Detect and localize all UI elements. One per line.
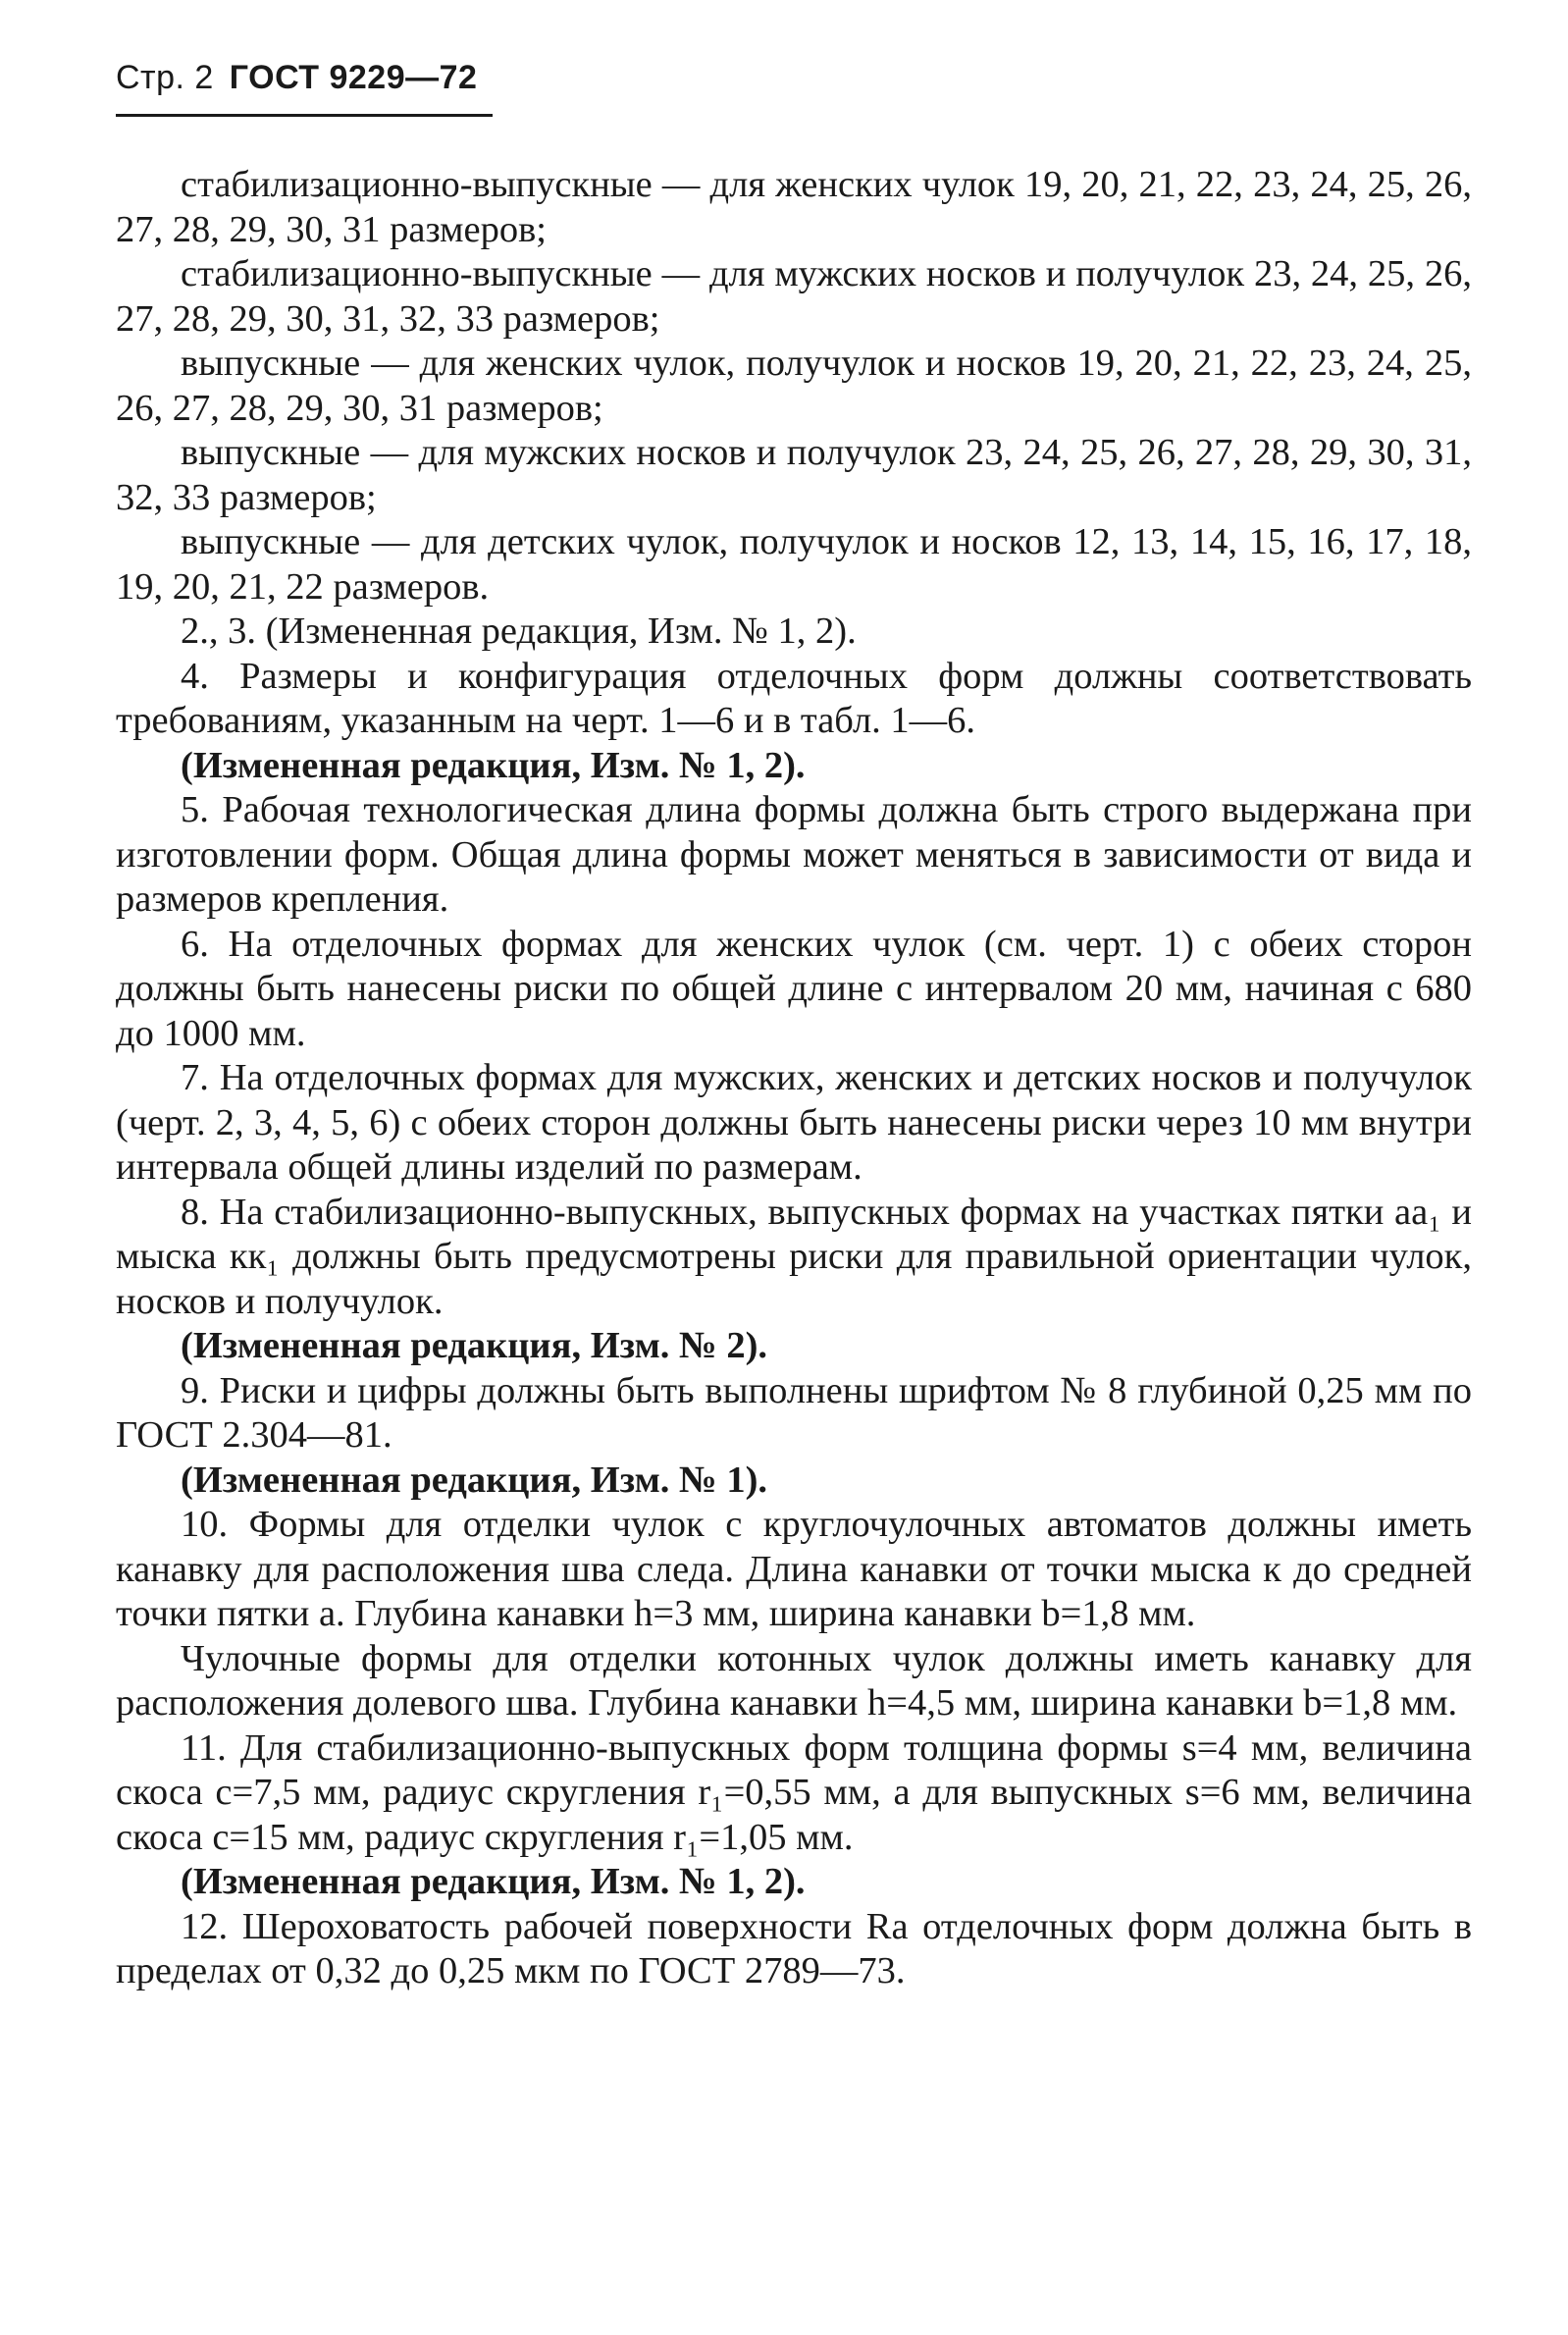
- clause-10: 10. Формы для отделки чулок с круглочулочных автоматов должны иметь канавку для расположения шва следа. Длина канавки от точки мыска к до средней точки пятки а. Глубина канавки h=3 мм, ширина канавки b=1,8 мм.: [116, 1504, 1472, 1634]
- amendment-note: (Измененная редакция, Изм. № 2).: [181, 1325, 768, 1366]
- clause-4: 4. Размеры и конфигурация отделочных форм должны соответствовать требованиям, указанным на черт. 1—6 и в табл. 1—6.: [116, 655, 1472, 741]
- amendment-note: (Измененная редакция, Изм. № 1, 2).: [181, 744, 806, 786]
- clause-6: 6. На отделочных формах для женских чулок (см. черт. 1) с обеих сторон должны быть нанесены риски по общей длине с интервалом 20 мм, начиная с 680 до 1000 мм.: [116, 923, 1472, 1054]
- clause-12: 12. Шероховатость рабочей поверхности Ra отделочных форм должна быть в пределах от 0,32 до 0,25 мкм по ГОСТ 2789—73.: [116, 1905, 1472, 1991]
- amendment-note: (Измененная редакция, Изм. № 1).: [181, 1459, 768, 1501]
- page-header: [116, 59, 477, 97]
- list-item: выпускные — для мужских носков и получулок 23, 24, 25, 26, 27, 28, 29, 30, 31, 32, 33 размеров;: [116, 432, 1472, 518]
- list-item: стабилизационно-выпускные — для женских чулок 19, 20, 21, 22, 23, 24, 25, 26, 27, 28, 29, 30, 31 размеров;: [116, 164, 1472, 250]
- amendment-note: 2., 3. (Измененная редакция, Изм. № 1, 2).: [181, 610, 857, 652]
- body-text: [116, 163, 1472, 1994]
- amendment-note: (Измененная редакция, Изм. № 1, 2).: [181, 1861, 806, 1902]
- clause-5: 5. Рабочая технологическая длина формы должна быть строго выдержана при изготовлении форм. Общая длина формы может меняться в зависимости от вида и размеров крепления.: [116, 789, 1472, 920]
- list-item: выпускные — для женских чулок, получулок и носков 19, 20, 21, 22, 23, 24, 25, 26, 27, 28, 29, 30, 31 размеров;: [116, 343, 1472, 429]
- clause-7: 7. На отделочных формах для мужских, женских и детских носков и получулок (черт. 2, 3, 4, 5, 6) с обеих сторон должны быть нанесены риски через 10 мм внутри интервала общей длины изделий по размерам.: [116, 1057, 1472, 1188]
- list-item: выпускные — для детских чулок, получулок и носков 12, 13, 14, 15, 16, 17, 18, 19, 20, 21, 22 размеров.: [116, 521, 1472, 608]
- page-number: Стр. 2: [116, 59, 214, 96]
- header-underline: [116, 114, 493, 117]
- clause-8: 8. На стабилизационно-выпускных, выпускных формах на участках пятки аа₁ и мыска кк₁ должны быть предусмотрены риски для правильной ориентации чулок, носков и получулок.: [116, 1191, 1472, 1322]
- clause-9: 9. Риски и цифры должны быть выполнены шрифтом № 8 глубиной 0,25 мм по ГОСТ 2.304—81.: [116, 1369, 1472, 1456]
- clause-11: 11. Для стабилизационно-выпускных форм толщина формы s=4 мм, величина скоса c=7,5 мм, радиус скругления r₁=0,55 мм, а для выпускных s=6 мм, величина скоса c=15 мм, радиус скругления r₁=1,05 мм.: [116, 1726, 1472, 1858]
- clause-10-continued: Чулочные формы для отделки котонных чулок должны иметь канавку для расположения долевого шва. Глубина канавки h=4,5 мм, ширина канавки b=1,8 мм.: [116, 1637, 1472, 1724]
- standard-number: ГОСТ 9229—72: [229, 59, 478, 96]
- list-item: стабилизационно-выпускные — для мужских носков и получулок 23, 24, 25, 26, 27, 28, 29, 30, 31, 32, 33 размеров;: [116, 253, 1472, 340]
